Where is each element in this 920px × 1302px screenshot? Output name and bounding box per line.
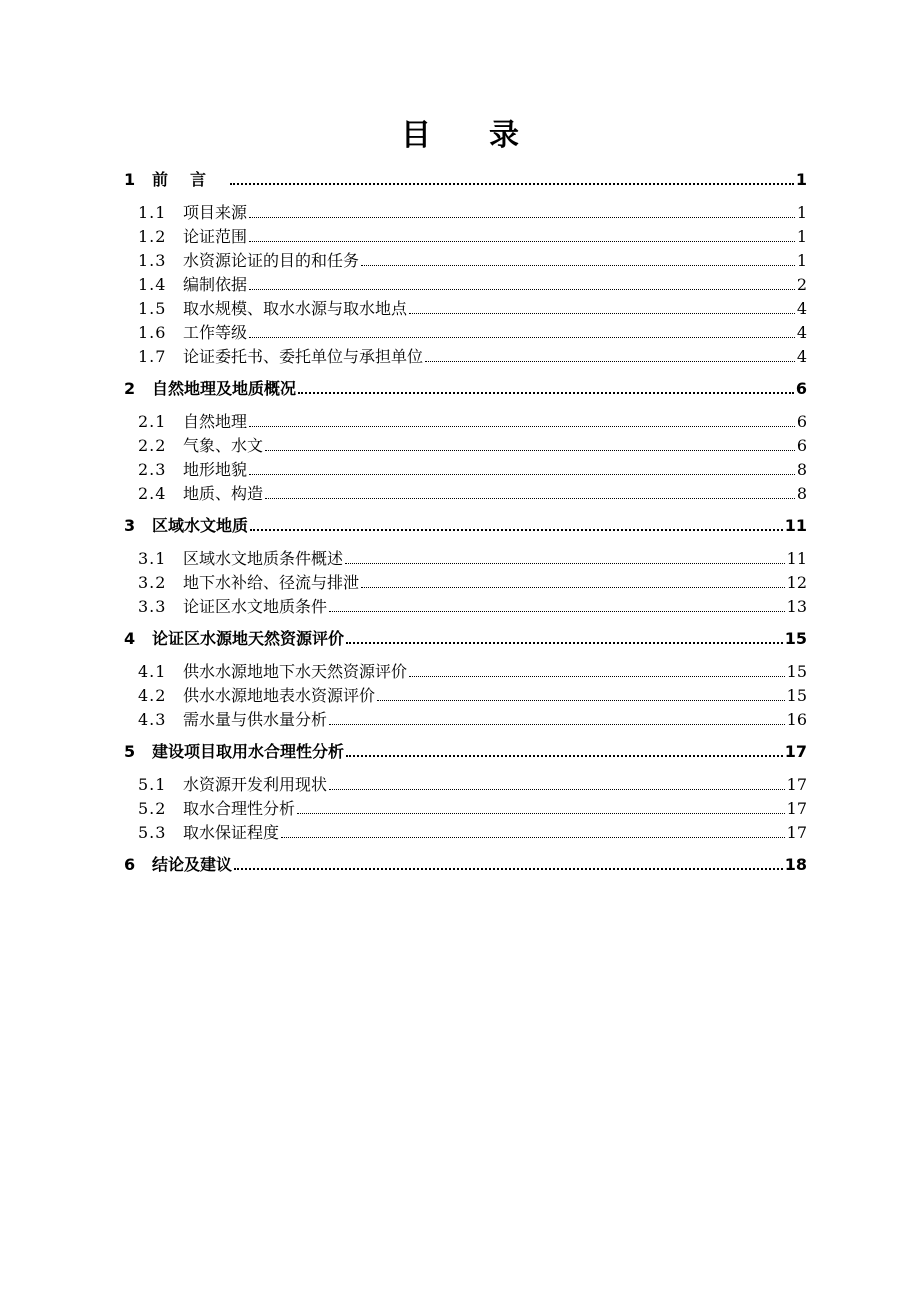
toc-section-number: 4 bbox=[124, 629, 136, 648]
toc-leader-dots bbox=[329, 788, 785, 790]
toc-page-number: 4 bbox=[796, 299, 807, 318]
toc-page-number: 15 bbox=[786, 686, 807, 705]
toc-page-number: 1 bbox=[795, 170, 807, 189]
toc-page-number: 11 bbox=[784, 516, 807, 535]
toc-subsection-4.1[interactable] bbox=[124, 660, 807, 684]
toc-page-number: 8 bbox=[796, 484, 807, 503]
table-of-contents bbox=[124, 168, 807, 877]
toc-page-number: 4 bbox=[796, 347, 807, 366]
toc-subsection-title: 工作等级 bbox=[183, 323, 248, 342]
toc-subsection-1.2[interactable] bbox=[124, 225, 807, 249]
toc-leader-dots bbox=[249, 288, 795, 290]
toc-section-6[interactable] bbox=[124, 853, 807, 877]
toc-subsection-1.3[interactable] bbox=[124, 249, 807, 273]
toc-page-number: 1 bbox=[796, 251, 807, 270]
toc-subsection-number: 3.2 bbox=[138, 573, 167, 592]
toc-subsection-3.1[interactable] bbox=[124, 547, 807, 571]
toc-page-number: 4 bbox=[796, 323, 807, 342]
toc-subsection-title: 需水量与供水量分析 bbox=[183, 710, 328, 729]
toc-subsection-1.7[interactable] bbox=[124, 345, 807, 369]
toc-subsection-number: 4.1 bbox=[138, 662, 167, 681]
toc-page-number: 15 bbox=[786, 662, 807, 681]
toc-subsection-number: 1.4 bbox=[138, 275, 167, 294]
toc-subsection-number: 4.2 bbox=[138, 686, 167, 705]
toc-subsection-3.2[interactable] bbox=[124, 571, 807, 595]
toc-page-number: 6 bbox=[796, 436, 807, 455]
toc-leader-dots bbox=[377, 699, 785, 701]
toc-subsection-number: 1.3 bbox=[138, 251, 167, 270]
toc-leader-dots bbox=[234, 867, 783, 870]
toc-subsection-title: 论证范围 bbox=[183, 227, 248, 246]
toc-leader-dots bbox=[249, 216, 795, 218]
toc-page-number: 18 bbox=[784, 855, 807, 874]
toc-subsection-number: 3.1 bbox=[138, 549, 167, 568]
toc-section-number: 5 bbox=[124, 742, 136, 761]
toc-leader-dots bbox=[425, 360, 795, 362]
toc-leader-dots bbox=[265, 449, 795, 451]
toc-section-title: 结论及建议 bbox=[152, 855, 233, 874]
title-char-1: 目 bbox=[401, 118, 431, 153]
toc-subsection-title: 地质、构造 bbox=[183, 484, 264, 503]
toc-leader-dots bbox=[361, 264, 795, 266]
toc-subsection-title: 项目来源 bbox=[183, 203, 248, 222]
toc-subsection-5.2[interactable] bbox=[124, 797, 807, 821]
toc-section-5[interactable] bbox=[124, 740, 807, 764]
toc-page-number: 6 bbox=[796, 412, 807, 431]
toc-leader-dots bbox=[329, 610, 785, 612]
toc-subsection-number: 1.6 bbox=[138, 323, 167, 342]
toc-section-4[interactable] bbox=[124, 627, 807, 651]
toc-subsection-number: 1.5 bbox=[138, 299, 167, 318]
toc-leader-dots bbox=[329, 723, 785, 725]
toc-subsection-title: 水资源论证的目的和任务 bbox=[183, 251, 360, 270]
toc-subsection-number: 2.4 bbox=[138, 484, 167, 503]
toc-leader-dots bbox=[361, 586, 785, 588]
toc-leader-dots bbox=[346, 641, 783, 644]
toc-page-number: 17 bbox=[786, 799, 807, 818]
toc-page-number: 1 bbox=[796, 227, 807, 246]
toc-section-title: 建设项目取用水合理性分析 bbox=[152, 742, 345, 761]
toc-subsection-number: 5.2 bbox=[138, 799, 167, 818]
toc-leader-dots bbox=[250, 528, 783, 531]
toc-leader-dots bbox=[249, 473, 795, 475]
toc-subsection-title: 取水规模、取水水源与取水地点 bbox=[183, 299, 408, 318]
toc-leader-dots bbox=[297, 812, 785, 814]
toc-leader-dots bbox=[409, 312, 795, 314]
toc-page-number: 1 bbox=[796, 203, 807, 222]
page-title bbox=[0, 118, 920, 154]
toc-page-number: 16 bbox=[786, 710, 807, 729]
toc-section-number: 3 bbox=[124, 516, 136, 535]
toc-subsection-title: 取水保证程度 bbox=[183, 823, 280, 842]
toc-subsection-title: 水资源开发利用现状 bbox=[183, 775, 328, 794]
toc-section-3[interactable] bbox=[124, 514, 807, 538]
toc-leader-dots bbox=[249, 336, 795, 338]
toc-section-title: 论证区水源地天然资源评价 bbox=[152, 629, 345, 648]
toc-page-number: 2 bbox=[796, 275, 807, 294]
toc-subsection-2.2[interactable] bbox=[124, 434, 807, 458]
toc-page-number: 17 bbox=[786, 823, 807, 842]
toc-leader-dots bbox=[249, 240, 795, 242]
toc-section-1[interactable] bbox=[124, 168, 807, 192]
toc-subsection-number: 1.2 bbox=[138, 227, 167, 246]
toc-subsection-title: 供水水源地地表水资源评价 bbox=[183, 686, 376, 705]
toc-section-number: 1 bbox=[124, 170, 136, 189]
toc-page-number: 6 bbox=[795, 379, 807, 398]
toc-page-number: 12 bbox=[786, 573, 807, 592]
toc-subsection-number: 2.1 bbox=[138, 412, 167, 431]
toc-subsection-title: 气象、水文 bbox=[183, 436, 264, 455]
toc-section-2[interactable] bbox=[124, 377, 807, 401]
toc-section-title: 前言 bbox=[152, 170, 229, 189]
toc-leader-dots bbox=[281, 836, 785, 838]
toc-subsection-1.6[interactable] bbox=[124, 321, 807, 345]
toc-leader-dots bbox=[230, 182, 794, 185]
toc-subsection-2.4[interactable] bbox=[124, 482, 807, 506]
toc-subsection-title: 地形地貌 bbox=[183, 460, 248, 479]
toc-subsection-number: 2.2 bbox=[138, 436, 167, 455]
toc-subsection-number: 1.1 bbox=[138, 203, 167, 222]
toc-subsection-number: 4.3 bbox=[138, 710, 167, 729]
toc-section-number: 6 bbox=[124, 855, 136, 874]
toc-subsection-number: 2.3 bbox=[138, 460, 167, 479]
toc-page-number: 13 bbox=[786, 597, 807, 616]
toc-subsection-5.3[interactable] bbox=[124, 821, 807, 845]
toc-page-number: 17 bbox=[784, 742, 807, 761]
toc-page-number: 15 bbox=[784, 629, 807, 648]
toc-leader-dots bbox=[345, 562, 785, 564]
toc-leader-dots bbox=[409, 675, 785, 677]
toc-subsection-title: 论证委托书、委托单位与承担单位 bbox=[183, 347, 424, 366]
toc-subsection-number: 5.3 bbox=[138, 823, 167, 842]
toc-subsection-5.1[interactable] bbox=[124, 773, 807, 797]
toc-leader-dots bbox=[298, 391, 794, 394]
toc-page-number: 11 bbox=[786, 549, 807, 568]
toc-leader-dots bbox=[346, 754, 783, 757]
toc-subsection-1.5[interactable] bbox=[124, 297, 807, 321]
toc-leader-dots bbox=[249, 425, 795, 427]
toc-subsection-2.1[interactable] bbox=[124, 410, 807, 434]
toc-subsection-3.3[interactable] bbox=[124, 595, 807, 619]
toc-section-title: 自然地理及地质概况 bbox=[152, 379, 297, 398]
toc-section-title: 区域水文地质 bbox=[152, 516, 249, 535]
toc-subsection-title: 论证区水文地质条件 bbox=[183, 597, 328, 616]
toc-subsection-title: 供水水源地地下水天然资源评价 bbox=[183, 662, 408, 681]
toc-subsection-number: 3.3 bbox=[138, 597, 167, 616]
toc-subsection-title: 区域水文地质条件概述 bbox=[183, 549, 344, 568]
toc-page-number: 17 bbox=[786, 775, 807, 794]
toc-subsection-2.3[interactable] bbox=[124, 458, 807, 482]
toc-subsection-number: 1.7 bbox=[138, 347, 167, 366]
toc-subsection-title: 取水合理性分析 bbox=[183, 799, 296, 818]
toc-subsection-title: 地下水补给、径流与排泄 bbox=[183, 573, 360, 592]
toc-subsection-title: 自然地理 bbox=[183, 412, 248, 431]
toc-subsection-1.4[interactable] bbox=[124, 273, 807, 297]
toc-subsection-title: 编制依据 bbox=[183, 275, 248, 294]
title-char-2: 录 bbox=[489, 118, 519, 153]
toc-subsection-4.2[interactable] bbox=[124, 684, 807, 708]
toc-subsection-number: 5.1 bbox=[138, 775, 167, 794]
toc-subsection-1.1[interactable] bbox=[124, 201, 807, 225]
toc-section-number: 2 bbox=[124, 379, 136, 398]
toc-page-number: 8 bbox=[796, 460, 807, 479]
toc-leader-dots bbox=[265, 497, 795, 499]
toc-subsection-4.3[interactable] bbox=[124, 708, 807, 732]
